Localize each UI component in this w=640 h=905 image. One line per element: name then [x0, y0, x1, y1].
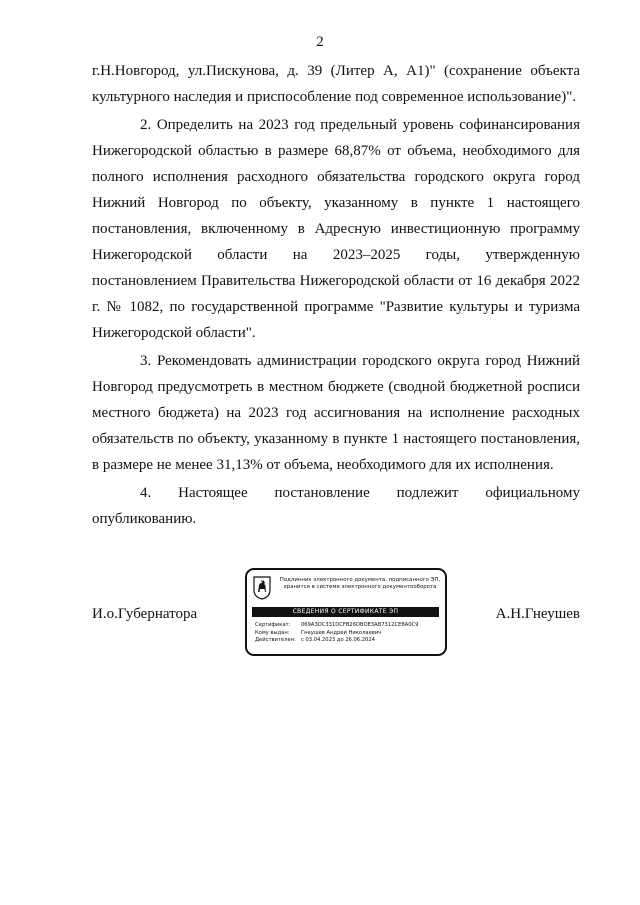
paragraph-item-4: 4. Настоящее постановление подлежит официальному опубликованию. [92, 485, 580, 527]
validity-value: с 03.04.2023 до 26.06.2024 [301, 637, 375, 643]
signatory-role: И.о.Губернатора [92, 606, 198, 622]
issued-to-value: Гнеушев Андрей Николаевич [301, 629, 382, 636]
stamp-details [255, 622, 443, 645]
issued-to-label: Кому выдан: [255, 629, 290, 636]
certificate-value: 069A3DC331DCFB26DBDE3AB7312CE8A0C9 [301, 622, 419, 628]
signatory-name: А.Н.Гнеушев [495, 606, 580, 622]
document-body [92, 58, 580, 534]
electronic-signature-stamp [245, 568, 447, 656]
issued-to-row [255, 630, 443, 638]
coat-of-arms-icon [253, 576, 271, 600]
certificate-row [255, 622, 443, 630]
paragraph-item-3: 3. Рекомендовать администрации городского округа город Нижний Новгород предусмотреть в местном бюджете (сводной бюджетной росписи местного бюджета) на 2023 год ассигнования на исполнение расходных обязательств по объекту, указанному в пункте 1 настоящего постановления, в размере не менее 31,13% от объема, необходимого для их исполнения. [92, 353, 580, 473]
validity-row [255, 637, 443, 645]
stamp-header: Подлинник электронного документа, подписанного ЭП, хранится в системе электронного документооборота [279, 577, 441, 590]
paragraph-item-2: 2. Определить на 2023 год предельный уровень софинансирования Нижегородской областью в размере 68,87% от объема, необходимого для полного исполнения расходного обязательства городского округа город Нижний Новгород по объекту, указанному в пункте 1 настоящего постановления, включенному в Адресную инвестиционную программу Нижегородской области на 2023–2025 годы, утвержденную постановлением Правительства Нижегородской области от 16 декабря 2022 г. № 1082, по государственной программе "Развитие культуры и туризма Нижегородской области". [92, 117, 580, 341]
paragraph-continuation: г.Н.Новгород, ул.Пискунова, д. 39 (Литер А, А1)" (сохранение объекта культурного наследия и приспособление под современное использование)". [92, 63, 580, 105]
page-number: 2 [316, 34, 324, 50]
certificate-label: Сертификат: [255, 622, 291, 628]
validity-label: Действителен: [255, 637, 296, 643]
stamp-title: СВЕДЕНИЯ О СЕРТИФИКАТЕ ЭП [252, 607, 439, 617]
